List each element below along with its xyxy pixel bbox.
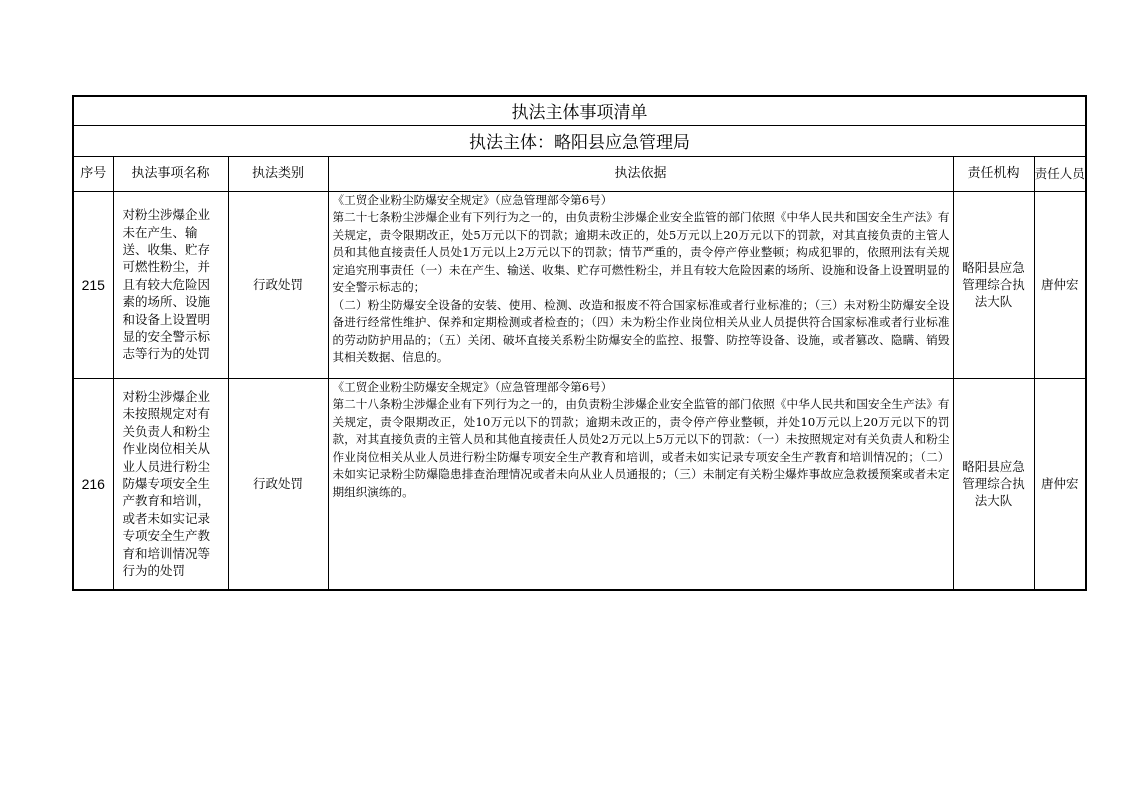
row-basis xyxy=(328,191,953,378)
row-org: 略阳县应急管理综合执法大队 xyxy=(953,191,1034,378)
enforcement-subject: 执法主体：略阳县应急管理局 xyxy=(73,125,1086,156)
column-header-type: 执法类别 xyxy=(228,156,328,191)
basis-text: 第二十八条粉尘涉爆企业有下列行为之一的，由负责粉尘涉爆企业安全监管的部门依照《中华人民共和国安全生产法》有关规定，责令限期改正，处10万元以下的罚款；逾期未改正的，责令停产停业整顿，并处10万元以上20万元以下的罚款，对其直接负责的主管人员和其他直接责任人员处2万元以上5万元以下的罚款：（一）未按照规定对有关负责人和粉尘作业岗位相关从业人员进行粉尘防爆专项安全生产教育和培训，或者未如实记录专项安全生产教育和培训情况的；（二）未如实记录粉尘防爆隐患排查治理情况或者未向从业人员通报的；（三）未制定有关粉尘爆炸事故应急救援预案或者未定期组织演练的。 xyxy=(332,397,950,499)
row-org: 略阳县应急管理综合执法大队 xyxy=(953,378,1034,590)
column-header-basis: 执法依据 xyxy=(328,156,953,191)
basis-source: 《工贸企业粉尘防爆安全规定》（应急管理部令第6号） xyxy=(332,379,613,394)
enforcement-items-table xyxy=(72,95,1087,591)
sheet-title: 执法主体事项清单 xyxy=(73,96,1086,125)
row-basis xyxy=(328,378,953,590)
row-seq: 215 xyxy=(73,191,113,378)
row-seq: 216 xyxy=(73,378,113,590)
basis-text-continued: （二）粉尘防爆安全设备的安装、使用、检测、改造和报废不符合国家标准或者行业标准的；（三）未对粉尘防爆安全设备进行经常性维护、保养和定期检测或者检查的；（四）未为粉尘作业岗位相关从业人员提供符合国家标准或者行业标准的劳动防护用品的；（五）关闭、破坏直接关系粉尘防爆安全的监控、报警、防控等设备、设施，或者篡改、隐瞒、销毁其相关数据、信息的。 xyxy=(332,297,950,364)
row-type: 行政处罚 xyxy=(228,378,328,590)
column-header-seq: 序号 xyxy=(73,156,113,191)
row-item-name: 对粉尘涉爆企业未在产生、输送、收集、贮存可燃性粉尘，并且有较大危险因素的场所、设施和设备上设置明显的安全警示标志等行为的处罚 xyxy=(113,191,228,378)
column-header-name: 执法事项名称 xyxy=(113,156,228,191)
basis-source: 《工贸企业粉尘防爆安全规定》（应急管理部令第6号） xyxy=(332,192,613,207)
row-person: 唐仲宏 xyxy=(1034,378,1086,590)
table-row xyxy=(73,378,1086,590)
basis-text: 第二十七条粉尘涉爆企业有下列行为之一的，由负责粉尘涉爆企业安全监管的部门依照《中华人民共和国安全生产法》有关规定，责令限期改正，处5万元以下的罚款；逾期未改正的，处5万元以上20万元以下的罚款，对其直接负责的主管人员和其他直接责任人员处1万元以上2万元以下的罚款；情节严重的，责令停产停业整顿；构成犯罪的，依照刑法有关规定追究刑事责任（一）未在产生、输送、收集、贮存可燃性粉尘，并且有较大危险因素的场所、设施和设备上设置明显的安全警示标志的； xyxy=(332,210,950,294)
row-person: 唐仲宏 xyxy=(1034,191,1086,378)
table-row xyxy=(73,191,1086,378)
row-item-name: 对粉尘涉爆企业未按照规定对有关负责人和粉尘作业岗位相关从业人员进行粉尘防爆专项安全生产教育和培训，或者未如实记录专项安全生产教育和培训情况等行为的处罚 xyxy=(113,378,228,590)
column-header-person: 责任人员 xyxy=(1034,156,1086,191)
column-header-org: 责任机构 xyxy=(953,156,1034,191)
row-type: 行政处罚 xyxy=(228,191,328,378)
